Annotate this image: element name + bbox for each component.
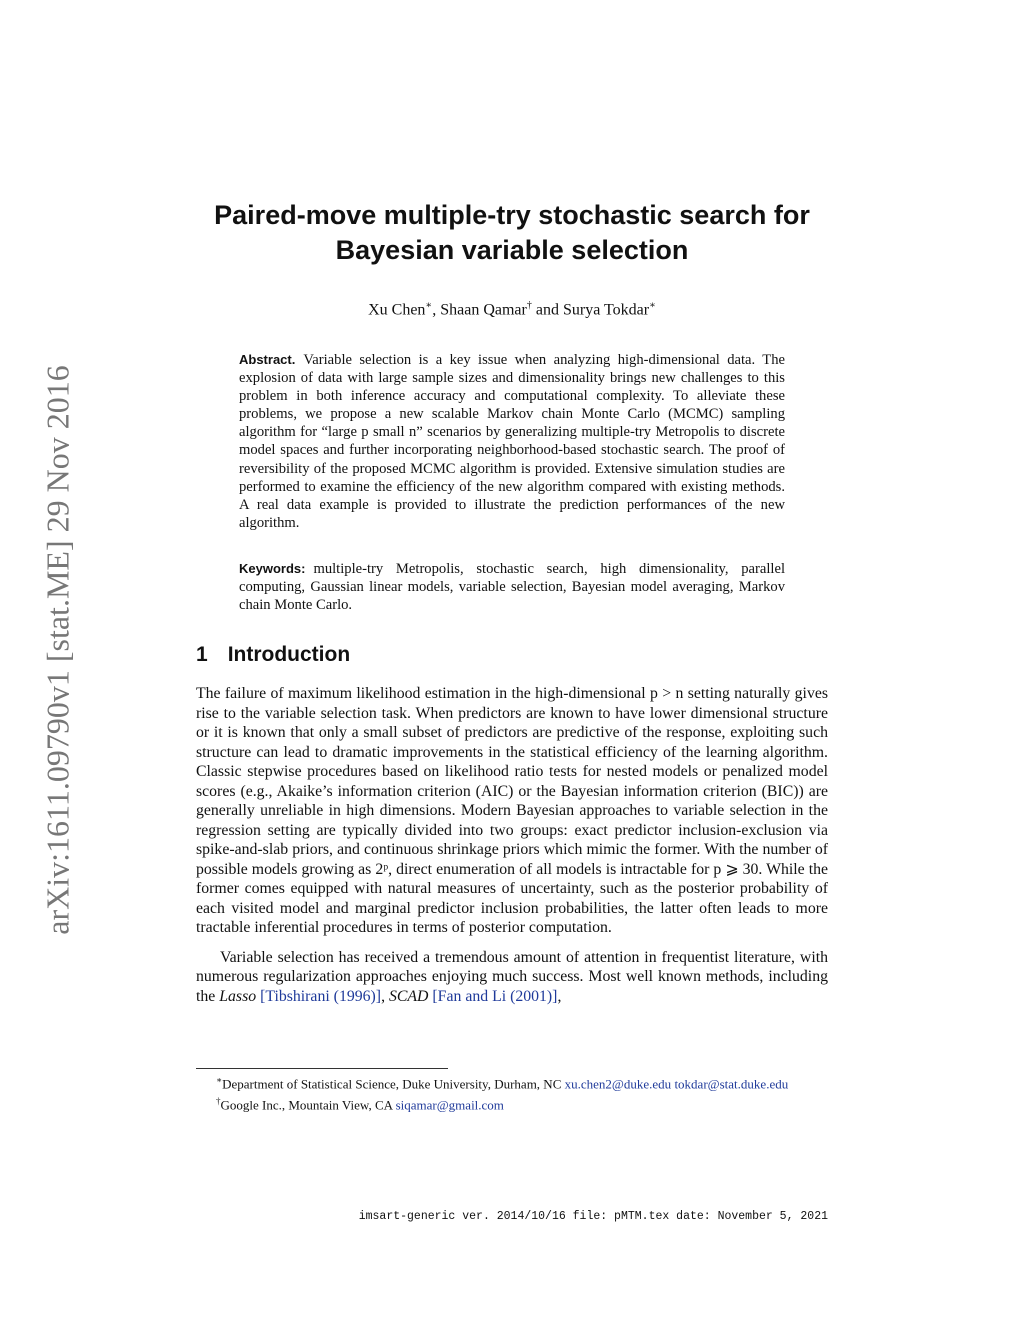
paragraph-2-text-a: Variable selection has received a tremendous amount of attention in frequentist literature, with numerous regularization approaches enjoying much success. Most well known methods, including the bbox=[196, 948, 828, 1005]
email-link-qamar[interactable]: siqamar@gmail.com bbox=[395, 1097, 504, 1113]
author-sep-1: , bbox=[432, 301, 441, 319]
author-list bbox=[196, 300, 828, 319]
citation-tibshirani[interactable]: [Tibshirani (1996)] bbox=[260, 987, 382, 1005]
paragraph-2 bbox=[196, 948, 828, 1007]
arxiv-identifier: arXiv:1611.09790v1 [stat.ME] 29 Nov 2016 bbox=[39, 365, 76, 935]
author-1-mark: ∗ bbox=[425, 300, 433, 311]
author-sep-2: and bbox=[531, 301, 563, 319]
page-footer: imsart-generic ver. 2014/10/16 file: pMTM.tex date: November 5, 2021 bbox=[358, 1210, 828, 1223]
footnote-1 bbox=[196, 1072, 828, 1092]
keywords bbox=[239, 560, 785, 614]
author-2: Shaan Qamar bbox=[440, 301, 527, 319]
title-line-1: Paired-move multiple-try stochastic search for bbox=[214, 200, 810, 230]
footnote-2-text: Google Inc., Mountain View, CA bbox=[220, 1097, 396, 1113]
paragraph-1: The failure of maximum likelihood estimation in the high-dimensional p > n setting naturally gives rise to the variable selection task. When predictors are known to have lower dimensional structure or it is known that only a small subset of predictors are predictive of the response, exploiting such structure can lead to dramatic improvements in the statistical efficiency of the learning algorithm. Classic stepwise procedures based on likelihood ratio tests for nested models or penalized model scores (e.g., Akaike’s information criterion (AIC) or the Bayesian information criterion (BIC)) are generally unreliable in high dimensions. Modern Bayesian approaches to variable selection in the regression setting are typically divided into two groups: exact predictor inclusion-exclusion via spike-and-slab priors, and continuous shrinkage priors which mimic the former. With the number of possible models growing as 2ᵖ, direct enumeration of all models is intractable for p ⩾ 30. While the former comes equipped with natural measures of uncertainty, such as the posterior probability of each visited model and marginal predictor inclusion probabilities, the latter often leads to more tractable inferential procedures in terms of posterior computation. bbox=[196, 685, 828, 936]
abstract bbox=[239, 351, 785, 532]
section-number: 1 bbox=[196, 643, 208, 666]
lasso-term: Lasso bbox=[219, 987, 257, 1005]
paragraph-2-text-b: , bbox=[557, 987, 562, 1005]
scad-term: SCAD bbox=[388, 987, 429, 1005]
footnotes bbox=[196, 1072, 828, 1115]
footnote-1-text: Department of Statistical Science, Duke University, Durham, NC bbox=[222, 1076, 565, 1092]
footnote-2 bbox=[196, 1093, 828, 1113]
keywords-text: multiple-try Metropolis, stochastic search, high dimensionality, parallel computing, Gaussian linear models, variable selection, Bayesian model averaging, Markov chain Monte Carlo. bbox=[239, 561, 785, 614]
author-3: Surya Tokdar bbox=[562, 301, 650, 319]
abstract-text: Variable selection is a key issue when analyzing high-dimensional data. The explosion of data with large sample sizes and dimensionality brings new challenges to this problem in both inference accuracy and computational complexity. To alleviate these problems, we propose a new scalable Markov chain Monte Carlo (MCMC) sampling algorithm for “large p small n” scenarios by generalizing multiple-try Metropolis to discrete model spaces and further incorporating neighborhood-based stochastic search. The proof of reversibility of the proposed MCMC algorithm is provided. Extensive simulation studies are performed to examine the efficiency of the new algorithm compared with existing methods. A real data example is provided to illustrate the prediction performances of the new algorithm. bbox=[239, 352, 785, 531]
author-2-mark: † bbox=[526, 300, 532, 311]
abstract-label: Abstract. bbox=[239, 352, 296, 367]
footnote-2-mark: † bbox=[216, 1096, 221, 1107]
introduction-body bbox=[196, 684, 828, 1016]
section-heading bbox=[196, 643, 350, 667]
title-line-2: Bayesian variable selection bbox=[335, 235, 689, 265]
footnote-rule bbox=[196, 1068, 448, 1069]
paper-title bbox=[196, 198, 828, 268]
email-link-tokdar[interactable]: tokdar@stat.duke.edu bbox=[674, 1076, 789, 1092]
section-title: Introduction bbox=[227, 643, 351, 666]
author-1: Xu Chen bbox=[368, 301, 426, 319]
paragraph-2-comma: , bbox=[381, 987, 389, 1005]
author-3-mark: ∗ bbox=[649, 300, 656, 311]
citation-fan-li[interactable]: [Fan and Li (2001)] bbox=[432, 987, 558, 1005]
email-link-xu-chen[interactable]: xu.chen2@duke.edu bbox=[564, 1076, 672, 1092]
footnote-1-mark: ∗ bbox=[216, 1075, 223, 1085]
keywords-label: Keywords: bbox=[239, 561, 306, 576]
